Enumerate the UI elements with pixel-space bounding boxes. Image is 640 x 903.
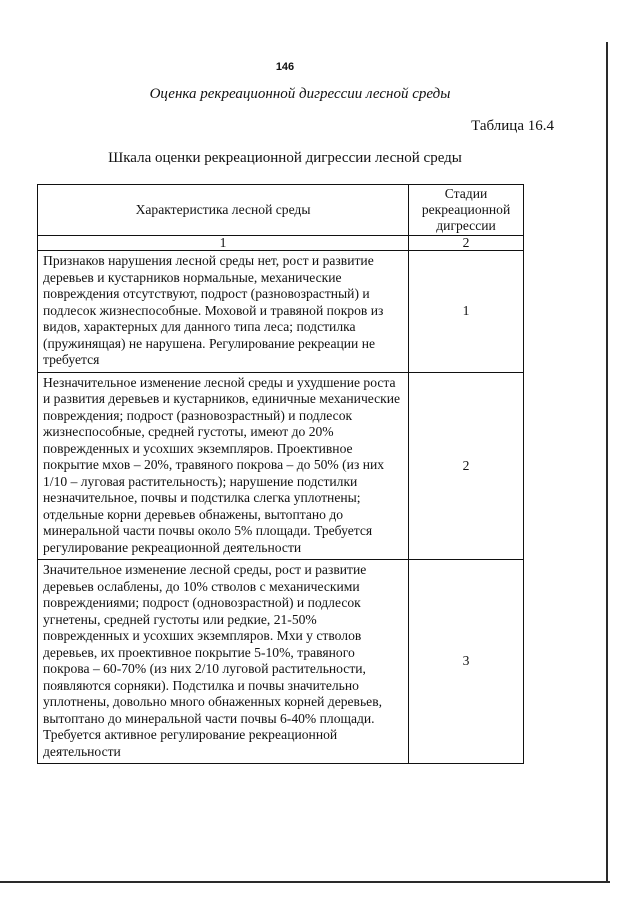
scan-edge-right [606,42,608,882]
row-stage: 3 [409,560,524,764]
page-number: 146 [275,61,295,73]
column-number-2: 2 [409,236,524,251]
table-number: Таблица 16.4 [471,118,554,134]
table-row [38,560,524,764]
row-description: Признаков нарушения лесной среды нет, рост и развитие деревьев и кустарников нормальные, механические повреждения отсутствуют, подрост (разновозрастный) и подлесок жизнеспособные. Моховой и травяной покров из видов, характерных для данного типа леса; подстилка (пружинящая) не нарушена. Регулирование рекреации не требуется [38,251,409,373]
running-title: Оценка рекреационной дигрессии лесной среды [149,86,451,102]
scan-edge-bottom [0,881,610,883]
header-forest-characteristic: Характеристика лесной среды [38,185,409,236]
row-description: Незначительное изменение лесной среды и ухудшение роста и развития деревьев и кустарников, единичные механические повреждения; подрост (разновозрастный) и подлесок жизнеспособные, средней густоты, имеют до 20% поврежденных и усохших экземпляров. Проективное покрытие мхов – 20%, травяного покрова – до 50% (из них 1/10 – луговая растительность); нарушение подстилки незначительное, почвы и подстилка слегка уплотнены; отдельные корни деревьев обнажены, вытоптано до минеральной части почвы около 5% площади. Требуется регулирование рекреационной деятельности [38,372,409,560]
table-row [38,251,524,373]
header-digression-stages: Стадии рекреационной дигрессии [409,185,524,236]
column-number-row [38,236,524,251]
row-description: Значительное изменение лесной среды, рост и развитие деревьев ослаблены, до 10% стволов с механическими повреждениями; подрост (одновозрастной) и подлесок угнетены, средней густоты или редкие, 21-50% поврежденных и усохших экземпляров. Мхи у стволов деревьев, их проективное покрытие 5-10%, травяного покрова – 60-70% (из них 2/10 луговой растительности, появляются сорняки). Подстилка и почвы значительно уплотнены, довольно много обнаженных корней деревьев, вытоптано до минеральной части почвы 6-40% площади. Требуется активное регулирование рекреационной деятельности [38,560,409,764]
row-stage: 2 [409,372,524,560]
table-header-row [38,185,524,236]
digression-scale-table [37,184,524,764]
row-stage: 1 [409,251,524,373]
table-row [38,372,524,560]
column-number-1: 1 [38,236,409,251]
table-caption: Шкала оценки рекреационной дигрессии лесной среды [108,150,462,166]
